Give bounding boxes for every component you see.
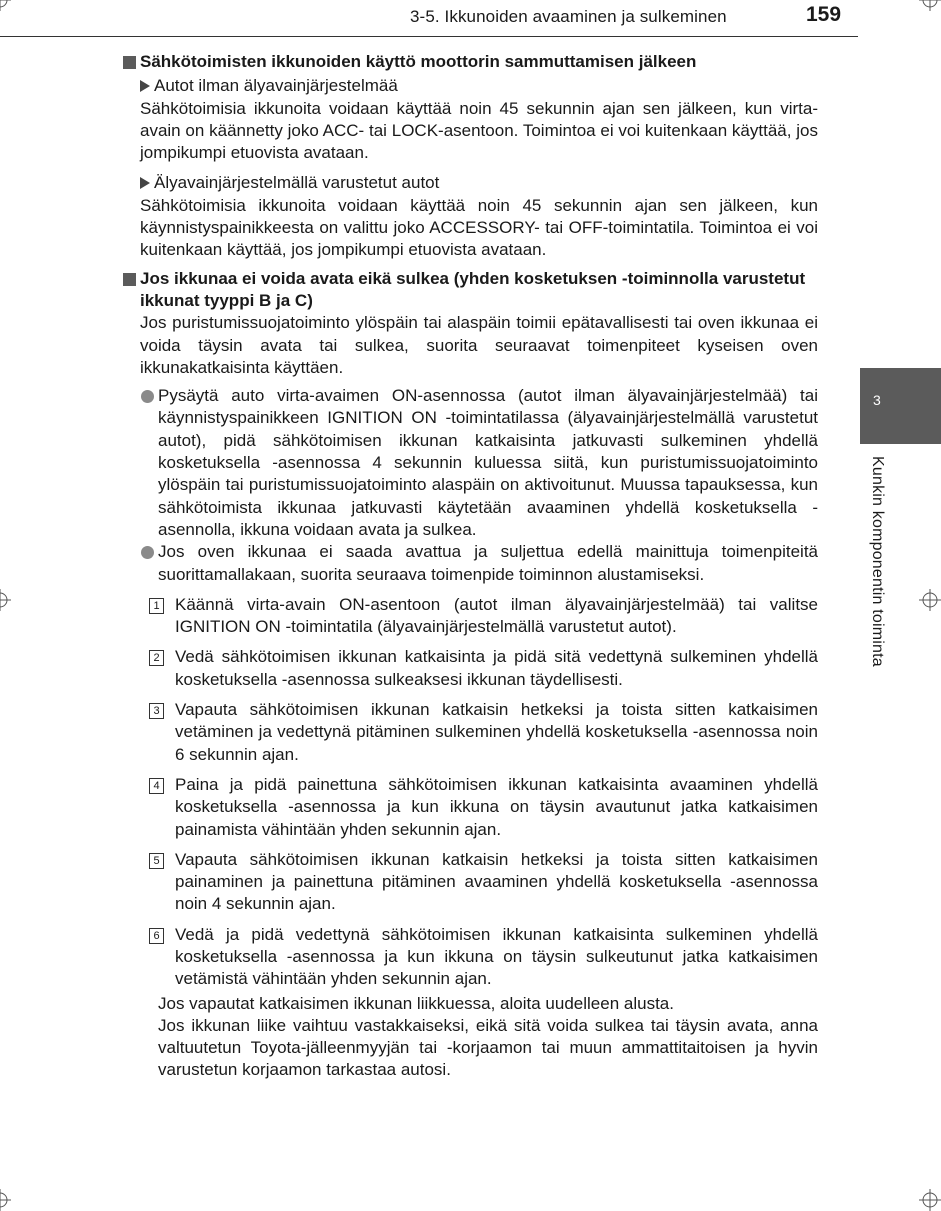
paragraph: Sähkötoimisia ikkunoita voidaan käyttää noin 45 sekunnin ajan sen jälkeen, kun virta-avain on käännetty joko ACC- tai LOCK-asentoon. Toimintoa ei voi kuitenkaan käyttää, jos jompikumpi etuovista avataan.	[140, 98, 818, 163]
section-heading: Jos ikkunaa ei voida avata eikä sulkea (yhden kosketuksen -toiminnolla varustetut ikkunat tyyppi B ja C)	[122, 268, 818, 313]
step-number-box: 3	[149, 703, 164, 719]
triangle-marker-icon	[140, 177, 150, 189]
running-header-section-title: 3-5. Ikkunoiden avaaminen ja sulkeminen	[410, 7, 727, 26]
paragraph: Jos puristumissuojatoiminto ylöspäin tai alaspäin toimii epätavallisesti tai oven ikkunaa ei voida täysin avata tai sulkea, suorita seuraavat toimenpiteet kyseisen oven ikkunakatkaisinta käyttäen.	[140, 313, 818, 377]
round-bullet-icon	[141, 546, 154, 559]
chapter-title: Kunkin komponentin toiminta	[869, 456, 886, 667]
step-item: 3 Vapauta sähkötoimisen ikkunan katkaisin hetkeksi ja toista sitten katkaisimen vetäminen ja vedettynä pitäminen sulkeminen yhdellä kosketuksella -asennossa noin 6 sekunnin ajan.	[175, 699, 818, 766]
step-number-box: 5	[149, 853, 164, 869]
step-number-box: 4	[149, 778, 164, 794]
registration-mark-icon	[919, 589, 941, 611]
square-bullet-icon	[123, 56, 136, 69]
step-item: 1 Käännä virta-avain ON-asentoon (autot ilman älyavainjärjestelmää) tai valitse IGNITION ON -toimintatila (älyavainjärjestelmällä varustetut autot).	[175, 594, 818, 639]
registration-mark-icon	[0, 1189, 11, 1211]
square-bullet-icon	[123, 273, 136, 286]
registration-mark-icon	[0, 589, 11, 611]
page-content	[122, 51, 818, 1082]
registration-mark-icon	[919, 0, 941, 11]
step-number-box: 6	[149, 928, 164, 944]
chapter-number: 3	[873, 392, 881, 408]
bullet-item: Jos oven ikkunaa ei saada avattua ja suljettua edellä mainittuja toimenpiteitä suorittamallakaan, suorita seuraava toimenpide toiminnon alustamiseksi.	[158, 541, 818, 586]
header-divider	[0, 36, 858, 37]
subsection-heading: Autot ilman älyavainjärjestelmää	[140, 75, 818, 97]
registration-mark-icon	[919, 1189, 941, 1211]
step-item: 6 Vedä ja pidä vedettynä sähkötoimisen ikkunan katkaisinta sulkeminen yhdellä kosketuksella -asennossa ja kun ikkuna on täysin sulkeutunut jatka katkaisimen vetämistä vähintään yhden sekunnin ajan.	[175, 924, 818, 991]
step-item: 5 Vapauta sähkötoimisen ikkunan katkaisin hetkeksi ja toista sitten katkaisimen painaminen ja painettuna pitäminen avaaminen yhdellä kosketuksella -asennossa noin 4 sekunnin ajan.	[175, 849, 818, 916]
round-bullet-icon	[141, 390, 154, 403]
page-number: 159	[806, 3, 842, 26]
bullet-item: Pysäytä auto virta-avaimen ON-asennossa (autot ilman älyavainjärjestelmää) tai käynnistyspainikkeen IGNITION ON -toimintatilassa (älyavainjärjestelmällä varustetut autot), pidä sähkötoimisen ikkunan katkaisinta jatkuvasti sulkeminen yhdellä kosketuksella -asennossa 4 sekunnin kuluessa siitä, kun puristumissuojatoiminto ylöspäin tai puristumissuojatoiminto alaspäin on aktivoitunut. Muussa tapauksessa, kun sähkötoimista ikkunaa jatkuvasti käytetään avaaminen yhdellä kosketuksella -asennolla, ikkuna voidaan avata ja sulkea.	[158, 385, 818, 541]
step-number-box: 2	[149, 650, 164, 666]
section-heading: Sähkötoimisten ikkunoiden käyttö moottorin sammuttamisen jälkeen	[122, 51, 818, 73]
subsection-heading: Älyavainjärjestelmällä varustetut autot	[140, 172, 818, 194]
step-number-box: 1	[149, 598, 164, 614]
registration-mark-icon	[0, 0, 11, 11]
paragraph: Sähkötoimisia ikkunoita voidaan käyttää noin 45 sekunnin ajan sen jälkeen, kun käynnistyspainikkeesta on valittu joko ACCESSORY- tai OFF-toimintatila. Toimintoa ei voi kuitenkaan käyttää, jos jompikumpi etuovista avataan.	[140, 195, 818, 260]
step-item: 2 Vedä sähkötoimisen ikkunan katkaisinta ja pidä sitä vedettynä sulkeminen yhdellä kosketuksella -asennossa sulkeaksesi ikkunan täydellisesti.	[175, 646, 818, 691]
note-paragraph: Jos ikkunan liike vaihtuu vastakkaiseksi, eikä sitä voida sulkea tai täysin avata, anna valtuutetun Toyota-jälleenmyyjän tai -korjaamon tai muun ammattitaitoisen ja hyvin varustetun korjaamon tarkastaa autosi.	[158, 1015, 818, 1080]
triangle-marker-icon	[140, 80, 150, 92]
chapter-tab	[860, 368, 941, 444]
note-paragraph: Jos vapautat katkaisimen ikkunan liikkuessa, aloita uudelleen alusta.	[158, 993, 674, 1013]
step-item: 4 Paina ja pidä painettuna sähkötoimisen ikkunan katkaisinta avaaminen yhdellä kosketuksella -asennossa ja kun ikkuna on täysin avautunut jatka katkaisimen painamista vähintään yhden sekunnin ajan.	[175, 774, 818, 841]
